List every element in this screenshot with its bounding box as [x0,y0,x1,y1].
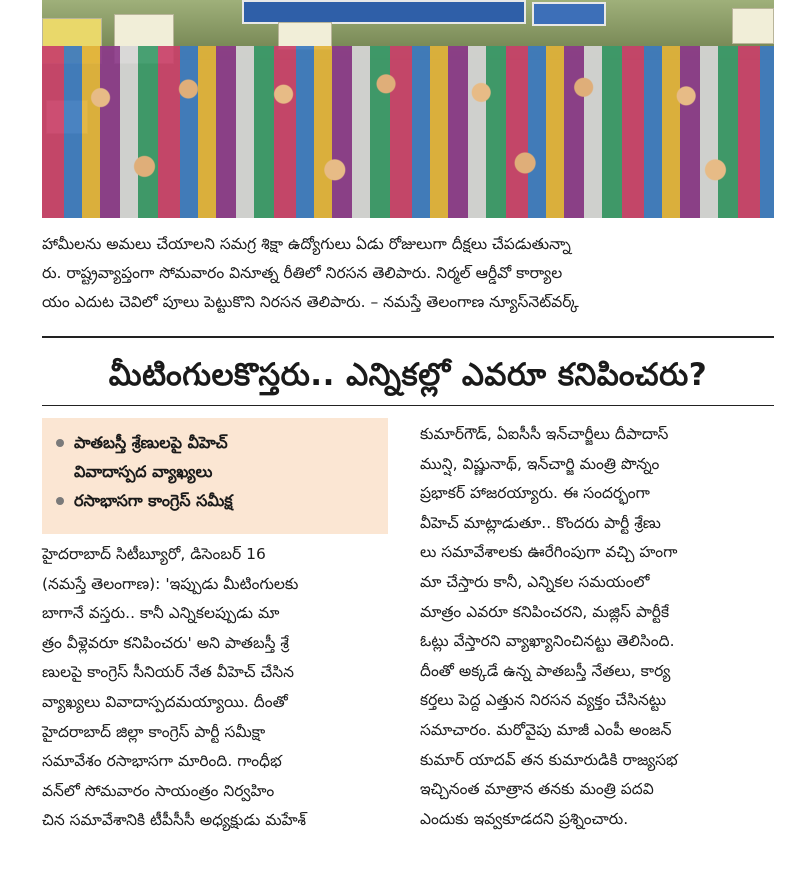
article-line: సమాచారం. మరోవైపు మాజీ ఎంపీ అంజన్ [420,720,672,739]
caption-line: యం ఎదుట చెవిలో పూలు పెట్టుకొని నిరసన తెలిపారు. – నమస్తే తెలంగాణ న్యూస్‌నెట్‌వర్క్ [42,293,579,311]
article-line: కర్తలు పెద్ద ఎత్తున నిరసన వ్యక్తం చేసినట్టు [420,691,667,710]
headline: మీటింగులకొస్తరు.. ఎన్నికల్లో ఎవరూ కనిపించరు? [108,357,708,393]
article-line: త్రం వీళ్లెవరూ కనిపించరు' అని పాతబస్తీ శ్రే [42,633,289,652]
highlights-box [42,418,388,534]
article-line: వీహెచ్ మాట్లాడుతూ.. కొందరు పార్టీ శ్రేణు [420,513,661,532]
protest-crowd [42,46,774,218]
article-line: వన్‌లో సోమవారం సాయంత్రం నిర్వహిం [42,781,275,800]
article-line: కుమార్ యాదవ్ తన కుమారుడికి రాజ్యసభ [420,750,678,769]
article-line: (నమస్తే తెలంగాణ): 'ఇప్పుడు మీటింగులకు [42,574,299,593]
article-line: బాగానే వస్తరు.. కానీ ఎన్నికలప్పుడు మా [42,604,280,623]
highlight-text: పాతబస్తీ శ్రేణులపై వీహెచ్ [74,433,228,452]
highlight-item [52,428,378,457]
article-line: మా చేస్తారు కానీ, ఎన్నికల సమయంలో [420,572,650,591]
photo-banner [242,0,526,24]
bullet-icon [56,497,64,505]
divider-top [42,336,774,338]
article-line: లు సమావేశాలకు ఊరేగింపుగా వచ్చి హంగా [420,543,678,562]
bullet-icon [56,439,64,447]
article-line: హైదరాబాద్ జిల్లా కాంగ్రెస్ పార్టీ సమీక్షా [42,722,266,741]
article-line: ప్రభాకర్ హాజరయ్యారు. ఈ సందర్భంగా [420,484,650,503]
article-left-column [42,540,394,836]
divider-headline [42,405,774,406]
article-line: చిన సమావేశానికి టీపీసీసీ అధ్యక్షుడు మహేశ్ [42,811,307,830]
highlight-item [52,457,378,486]
photo-caption [42,230,774,317]
photo-placard [732,8,774,44]
highlight-text: వివాదాస్పద వ్యాఖ్యలు [74,462,213,481]
article-line: వ్యాఖ్యలు వివాదాస్పదమయ్యాయి. దీంతో [42,692,288,711]
article-line: ణులపై కాంగ్రెస్ సీనియర్ నేత వీహెచ్ చేసిన [42,663,295,682]
highlight-text: రసాభాసగా కాంగ్రెస్ సమీక్ష [74,491,233,510]
protest-photo [42,0,774,218]
article-line: హైదరాబాద్ సిటీబ్యూరో, డిసెంబర్ 16 [42,545,266,563]
caption-line: హామీలను అమలు చేయాలని సమగ్ర శిక్షా ఉద్యోగులు ఏడు రోజులుగా దీక్షలు చేపడుతున్నా [42,235,571,253]
article-line: మాత్రం ఎవరూ కనిపించరని, మజ్లిస్ పార్టీకే [420,602,670,621]
article-line: దీంతో అక్కడే ఉన్న పాతబస్తీ నేతలు, కార్య [420,661,671,680]
caption-line: రు. రాష్ట్రవ్యాప్తంగా సోమవారం వినూత్న రీతిలో నిరసన తెలిపారు. నిర్మల్ ఆర్డీవో కార్యాల [42,264,563,282]
article-right-column [420,420,776,834]
photo-banner [532,2,606,26]
highlight-item [52,486,378,515]
article-line: ఇచ్చినంత మాత్రాన తనకు మంత్రి పదవి [420,780,654,799]
article-line: సమావేశం రసాభాసగా మారింది. గాంధీభ [42,752,282,771]
article-line: కుమార్‌గౌడ్, ఏఐసీసీ ఇన్‌చార్జీలు దీపాదాస్ [420,425,669,443]
article-line: మున్షి, విష్ణునాథ్, ఇన్‌చార్జి మంత్రి పొన్నం [420,454,660,473]
article-line: ఎందుకు ఇవ్వకూడదని ప్రశ్నించారు. [420,809,629,828]
article-line: ఓట్లు వేస్తారని వ్యాఖ్యానించినట్టు తెలిసింది. [420,632,675,651]
